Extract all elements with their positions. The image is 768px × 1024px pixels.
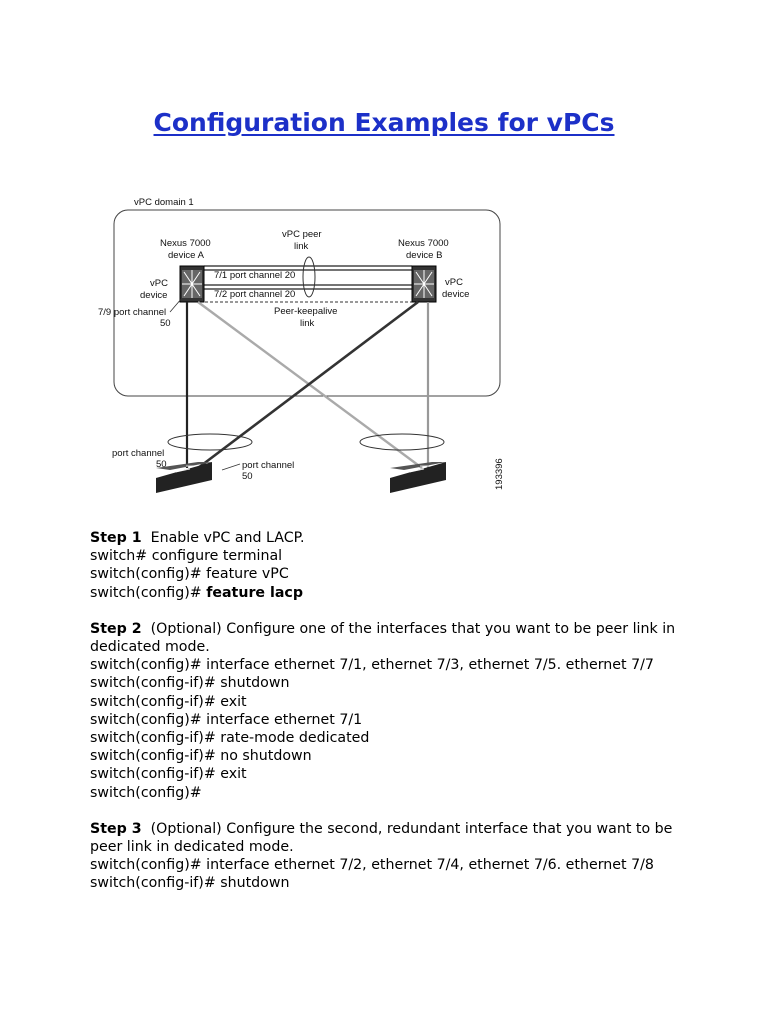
step-description: (Optional) Configure the second, redundant interface that you want to be peer link in dedicated mode. bbox=[90, 820, 677, 856]
device-a-label: Nexus 7000 bbox=[160, 238, 211, 249]
command-line bbox=[90, 584, 680, 602]
command-line: switch(config)# interface ethernet 7/2, ethernet 7/4, ethernet 7/6. ethernet 7/8 bbox=[90, 857, 654, 874]
vpc-domain-label: vPC domain 1 bbox=[134, 197, 194, 208]
step-heading bbox=[90, 620, 680, 656]
step-description: Enable vPC and LACP. bbox=[150, 530, 305, 546]
command-line: switch(config)# feature vPC bbox=[90, 566, 289, 583]
step-label: Step 3 bbox=[90, 820, 142, 837]
step-spacer bbox=[90, 802, 680, 820]
steps-container bbox=[90, 529, 680, 893]
access-switch-right-icon bbox=[390, 462, 446, 493]
step-label: Step 1 bbox=[90, 530, 142, 546]
peer-link-label: vPC peer bbox=[282, 229, 322, 240]
pc-right-label: port channel bbox=[242, 460, 295, 471]
keepalive-sublabel: link bbox=[300, 318, 315, 329]
command-line: switch# configure terminal bbox=[90, 548, 283, 565]
command-line: switch(config-if)# exit bbox=[90, 766, 247, 783]
channel-2-label: 7/2 port channel 20 bbox=[214, 289, 296, 300]
command-line: switch(config-if)# shutdown bbox=[90, 875, 290, 892]
pc-left-ellipse bbox=[168, 434, 252, 450]
page-title[interactable]: Configuration Examples for vPCs bbox=[153, 108, 615, 137]
command-line: switch(config)# bbox=[90, 784, 202, 801]
step-heading bbox=[90, 529, 680, 547]
command-prompt: switch(config)# bbox=[90, 584, 207, 601]
step-heading bbox=[90, 820, 680, 856]
command-line: switch(config-if)# exit bbox=[90, 693, 247, 710]
command-line: switch(config)# interface ethernet 7/1, ethernet 7/3, ethernet 7/5. ethernet 7/7 bbox=[90, 657, 654, 674]
pc-left-label: port channel bbox=[112, 448, 165, 459]
device-b-switch-icon bbox=[412, 266, 436, 302]
keepalive-label: Peer-keepalive bbox=[274, 306, 338, 317]
port-79-label: 7/9 port channel bbox=[98, 307, 167, 318]
vpc-b-label: vPC bbox=[445, 277, 463, 288]
command-keyword: feature lacp bbox=[206, 584, 303, 601]
step-spacer bbox=[90, 602, 680, 620]
figure-id: 193396 bbox=[494, 458, 505, 490]
device-b-sublabel: device B bbox=[406, 250, 443, 261]
port-79-sublabel: 50 bbox=[160, 318, 171, 329]
command-line: switch(config)# interface ethernet 7/1 bbox=[90, 711, 363, 728]
command-line: switch(config-if)# shutdown bbox=[90, 675, 290, 692]
peer-link-sublabel: link bbox=[294, 241, 309, 252]
peer-link-ellipse bbox=[303, 257, 315, 297]
pc-right-ellipse bbox=[360, 434, 444, 450]
command-line: switch(config-if)# no shutdown bbox=[90, 748, 312, 765]
device-a-sublabel: device A bbox=[168, 250, 204, 261]
step-label: Step 2 bbox=[90, 620, 142, 637]
pc-left-sublabel: 50 bbox=[156, 459, 167, 470]
step-description: (Optional) Configure one of the interfaces that you want to be peer link in dedicated mode. bbox=[90, 620, 680, 656]
pc-right-sublabel: 50 bbox=[242, 471, 253, 482]
vpc-a-sublabel: device bbox=[140, 290, 168, 301]
vpc-b-sublabel: device bbox=[442, 289, 470, 300]
channel-1-label: 7/1 port channel 20 bbox=[214, 270, 296, 281]
device-a-switch-icon bbox=[180, 266, 204, 302]
device-b-label: Nexus 7000 bbox=[398, 238, 449, 249]
vpc-topology-diagram bbox=[90, 188, 520, 508]
vpc-a-label: vPC bbox=[150, 278, 168, 289]
command-line: switch(config-if)# rate-mode dedicated bbox=[90, 730, 370, 747]
